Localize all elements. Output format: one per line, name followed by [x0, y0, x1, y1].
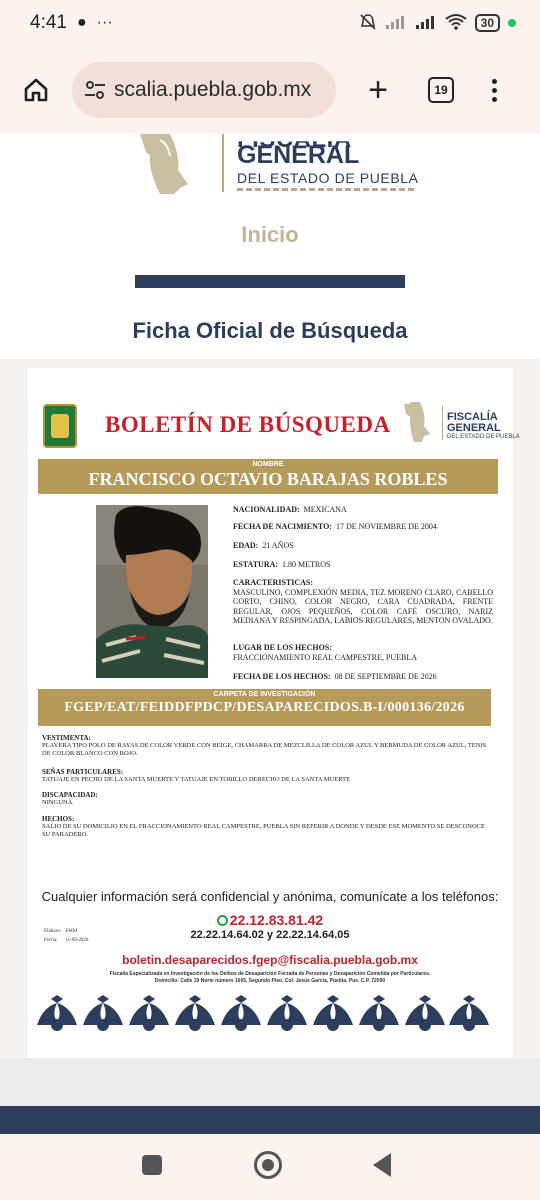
caracteristicas-block	[233, 578, 493, 626]
lugar-label: LUGAR DE LOS HECHOS:	[233, 643, 332, 652]
nacionalidad-label: NACIONALIDAD:	[233, 505, 300, 514]
senas-block	[42, 768, 492, 784]
overflow-menu-button[interactable]	[492, 79, 497, 102]
hechos-block	[42, 815, 492, 839]
nav-inicio-link[interactable]: Inicio	[241, 222, 299, 247]
fecha-nacimiento-row	[233, 522, 493, 532]
page-title: Ficha Oficial de Búsqueda	[132, 318, 408, 343]
tab-switcher-button[interactable]: 19	[428, 77, 454, 103]
vestimenta-label: VESTIMENTA:	[42, 734, 91, 742]
estatura-row	[233, 560, 493, 570]
senas-value: TATUAJE EN PECHO DE LA SANTA MUERTE Y TATUAJE EN TOBILLO DERECHO DE LA SANTA MUERTE	[42, 776, 351, 783]
page-footer-bar	[0, 1106, 540, 1134]
edad-row	[233, 541, 493, 551]
nacionalidad-row	[233, 505, 493, 515]
boletin-title: BOLETÍN DE BÚSQUEDA	[105, 412, 391, 437]
chat-bubble-icon: ●	[76, 14, 87, 31]
caracteristicas-label: CARACTERISTICAS:	[233, 578, 314, 587]
fiscalia-especializada-block	[0, 971, 540, 985]
recent-apps-button[interactable]	[142, 1155, 162, 1175]
url-text: scalia.puebla.gob.mx	[114, 78, 312, 101]
back-button[interactable]	[373, 1153, 391, 1177]
logo-text-estado: DEL ESTADO DE PUEBLA	[237, 170, 419, 186]
fiscalia-logo-icon[interactable]	[140, 134, 212, 194]
phone-main[interactable]: 22.12.83.81.42	[229, 912, 324, 928]
nacionalidad-value: MEXICANA	[303, 505, 347, 514]
nav-menu-bar[interactable]	[135, 275, 405, 288]
whatsapp-icon	[217, 915, 228, 926]
carpeta-label: CARPETA DE INVESTIGACIÓN	[213, 691, 316, 698]
status-left	[30, 12, 113, 34]
browser-toolbar	[0, 46, 540, 134]
mini-logo-estado: DEL ESTADO DE PUEBLA	[447, 434, 520, 440]
hechos-value: SALIO DE SU DOMICILIO EN EL FRACCIONAMIENTO REAL CAMPESTRE, PUEBLA SIN REFERIR A DONDE Y DESDE ESE MOMENTO SE DESCONOCE SU PARADERO.	[42, 823, 485, 838]
fecha-nacimiento-label: FECHA DE NACIMIENTO:	[233, 522, 332, 531]
person-photo	[96, 505, 208, 678]
home-system-button[interactable]	[254, 1151, 282, 1179]
elaboro-label: Elaboro:	[44, 929, 62, 934]
logo-underline	[237, 188, 415, 191]
mini-logo-divider	[442, 406, 443, 440]
estatura-value: 1.80 METROS	[282, 560, 331, 569]
fecha-hechos-label: FECHA DE LOS HECHOS:	[233, 672, 331, 681]
fiscalia-especializada: Fiscalía Especializada en Investigación de los Delitos de Desaparición Forzada de Personas y Desaparición Cometida por Particulares.	[109, 971, 431, 977]
new-tab-button[interactable]: +	[368, 71, 388, 109]
fiscalia-mini-logo-icon	[404, 402, 440, 442]
name-band	[38, 459, 498, 494]
page-footer-gap	[0, 1058, 540, 1106]
home-icon	[22, 76, 50, 104]
carpeta-value: FGEP/EAT/FEIDDFPDCP/DESAPARECIDOS.B-I/000136/2026	[64, 700, 465, 715]
senas-label: SEÑAS PARTICULARES:	[42, 768, 124, 776]
fecha-nacimiento-value: 17 DE NOVIEMBRE DE 2004	[335, 522, 437, 531]
status-right	[359, 13, 516, 34]
discapacidad-block	[42, 791, 492, 807]
talavera-ornament-icon	[37, 995, 489, 1033]
mute-icon	[359, 13, 377, 34]
home-button[interactable]	[16, 70, 56, 110]
wifi-icon	[445, 13, 467, 34]
edad-label: EDAD:	[233, 541, 259, 550]
signal-icon-2	[415, 14, 437, 33]
mini-logo-fiscalia: FISCALÍA	[447, 411, 498, 423]
fecha-label: Fecha:	[44, 938, 58, 943]
lugar-block	[233, 643, 493, 662]
email-link[interactable]: boletin.desaparecidos.fgep@fiscalia.puebla.gob.mx	[122, 953, 418, 967]
elaboro-block	[44, 927, 88, 945]
battery-indicator: 30	[475, 14, 500, 32]
edad-value: 21 AÑOS	[262, 541, 294, 550]
person-name: FRANCISCO OCTAVIO BARAJAS ROBLES	[88, 469, 448, 489]
mini-logo-general: GENERAL	[447, 422, 501, 434]
phone-main-row	[0, 912, 540, 928]
fecha-value: 11-09-2026	[65, 938, 89, 943]
logo-text-general: GENERAL	[237, 141, 360, 169]
more-notifications-icon: ···	[96, 14, 113, 31]
fecha-hechos-value: 08 DE SEPTIEMBRE DE 2026	[334, 672, 437, 681]
site-settings-icon[interactable]	[84, 80, 106, 100]
carpeta-band	[38, 689, 491, 726]
caracteristicas-value: MASCULINO, COMPLEXIÓN MEDIA, TEZ MORENO CLARO, CABELLO CORTO, CHINO, COLOR NEGRO, CARA CUADRADA, FRENTE REGULAR, OJOS PEQUEÑOS, COLOR CAFÉ OSCURO, NARIZ MEDIANA Y RESPINGADA, LABIOS REGULARES, MENTON OVALADO.	[233, 587, 493, 625]
name-label: NOMBRE	[252, 461, 284, 468]
status-bar	[0, 0, 540, 46]
signal-icon-1	[385, 14, 407, 33]
estatura-label: ESTATURA:	[233, 560, 279, 569]
domicilio: Domicilio: Calle 19 Norte número 1605, Segundo Piso, Col. Jesús García, Puebla, Pue. C.P. 72090	[154, 978, 386, 984]
discapacidad-value: NINGUNA.	[42, 799, 74, 806]
puebla-state-seal-icon	[43, 404, 77, 448]
status-time: 4:41	[30, 12, 67, 33]
vestimenta-block	[42, 734, 492, 758]
discapacidad-label: DISCAPACIDAD:	[42, 791, 98, 799]
phone-others[interactable]: 22.22.14.64.02 y 22.22.14.64.05	[190, 929, 350, 941]
camera-indicator-dot	[508, 19, 516, 27]
elaboro-value: EMM	[65, 929, 78, 934]
lugar-value: FRACCIONAMIENTO REAL CAMPESTRE, PUEBLA	[233, 652, 418, 662]
hechos-label: HECHOS:	[42, 815, 75, 823]
address-bar[interactable]	[72, 62, 336, 118]
contact-line: Cualquier información será confidencial y anónima, comunícate a los teléfonos:	[41, 889, 499, 904]
vestimenta-value: PLAYERA TIPO POLO DE RAYAS DE COLOR VERDE CON BEIGE, CHAMARRA DE MEZCLILLA DE COLOR AZUL Y BERMUDA DE COLOR AZUL, TENIS DE COLOR BLANCO CON ROJO.	[42, 742, 487, 757]
logo-divider	[222, 134, 224, 192]
fecha-hechos-row	[233, 672, 493, 682]
